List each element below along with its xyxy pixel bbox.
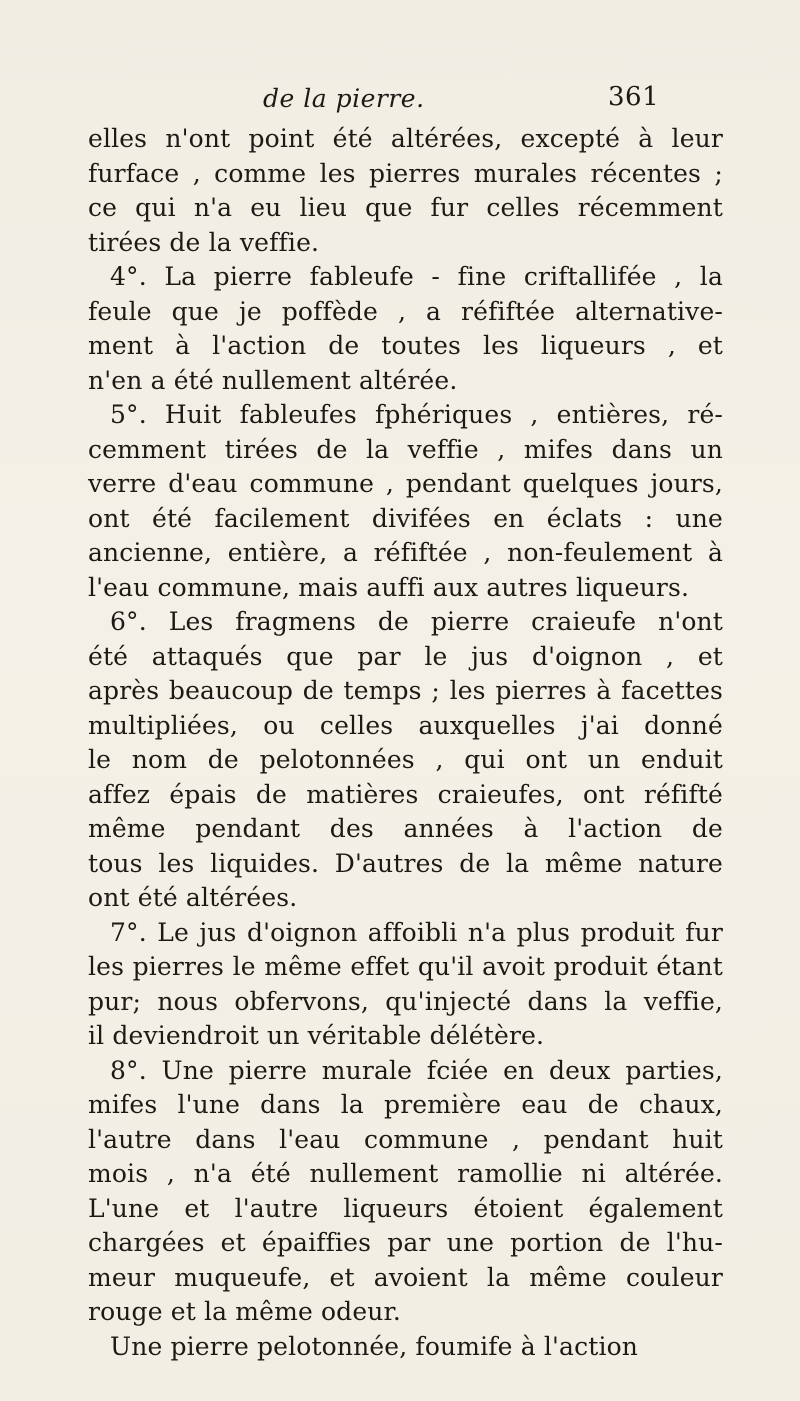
text-line: ment à l'action de toutes les liqueurs , et [88, 331, 723, 360]
text-line: mois , n'a été nullement ramollie ni altérée. [88, 1159, 723, 1188]
text-line: l'autre dans l'eau commune , pendant huit [88, 1124, 723, 1154]
paragraph-first-line: Une pierre pelotonnée, foumife à l'action [110, 1331, 639, 1361]
page-number: 361 [608, 82, 660, 112]
paragraph-first-line: 4°. La pierre fableufe - fine criftallifée , la [110, 262, 723, 291]
text-line: meur muqueufe, et avoient la même couleur [88, 1262, 723, 1292]
paragraph-first-line: 7°. Le jus d'oignon affoibli n'a plus produit fur [110, 917, 723, 947]
running-head [0, 78, 800, 118]
text-line: elles n'ont point été altérées, excepté à leur [88, 124, 723, 153]
text-line: tirées de la veffie. [88, 227, 320, 257]
paragraph-first-line: 5°. Huit fableufes fphériques , entières, ré- [110, 400, 723, 429]
text-line: L'une et l'autre liqueurs étoient également [88, 1193, 723, 1223]
text-line: rouge et la même odeur. [88, 1297, 401, 1326]
text-line: ancienne, entière, a réfiftée , non-feulement à [88, 538, 723, 567]
text-line: cemment tirées de la veffie , mifes dans un [88, 434, 723, 464]
text-line: après beaucoup de temps ; les pierres à facettes [88, 676, 723, 705]
text-line: multipliées, ou celles auxquelles j'ai donné [88, 710, 723, 740]
text-line: furface , comme les pierres murales récentes ; [88, 158, 723, 188]
body-text [88, 122, 723, 1364]
text-line: ce qui n'a eu lieu que fur celles récemment [88, 193, 723, 222]
text-line: ont été altérées. [88, 883, 298, 912]
text-line: n'en a été nullement altérée. [88, 365, 458, 395]
text-line: l'eau commune, mais auffi aux autres liqueurs. [88, 572, 690, 602]
text-line: les pierres le même effet qu'il avoit produit étant [88, 952, 723, 981]
text-line: pur; nous obfervons, qu'injecté dans la veffie, [88, 986, 723, 1016]
text-line: il deviendroit un véritable délétère. [88, 1021, 545, 1050]
text-line: même pendant des années à l'action de [88, 814, 723, 843]
paragraph-first-line: 6°. Les fragmens de pierre craieufe n'ont [110, 607, 723, 636]
text-line: ont été facilement divifées en éclats : une [88, 503, 723, 533]
text-line: le nom de pelotonnées , qui ont un enduit [88, 745, 723, 774]
running-title: de la pierre. [263, 84, 425, 113]
text-line: feule que je poffède , a réfiftée alternative- [88, 296, 723, 326]
text-line: été attaqués que par le jus d'oignon , et [88, 641, 723, 671]
text-line: affez épais de matières craieufes, ont réfifté [88, 779, 723, 809]
paragraph-first-line: 8°. Une pierre murale fciée en deux parties, [110, 1055, 723, 1085]
text-line: verre d'eau commune , pendant quelques jours, [88, 469, 723, 498]
text-line: chargées et épaiffies par une portion de l'hu- [88, 1228, 723, 1257]
text-line: mifes l'une dans la première eau de chaux, [88, 1090, 723, 1119]
text-line: tous les liquides. D'autres de la même nature [88, 848, 723, 878]
